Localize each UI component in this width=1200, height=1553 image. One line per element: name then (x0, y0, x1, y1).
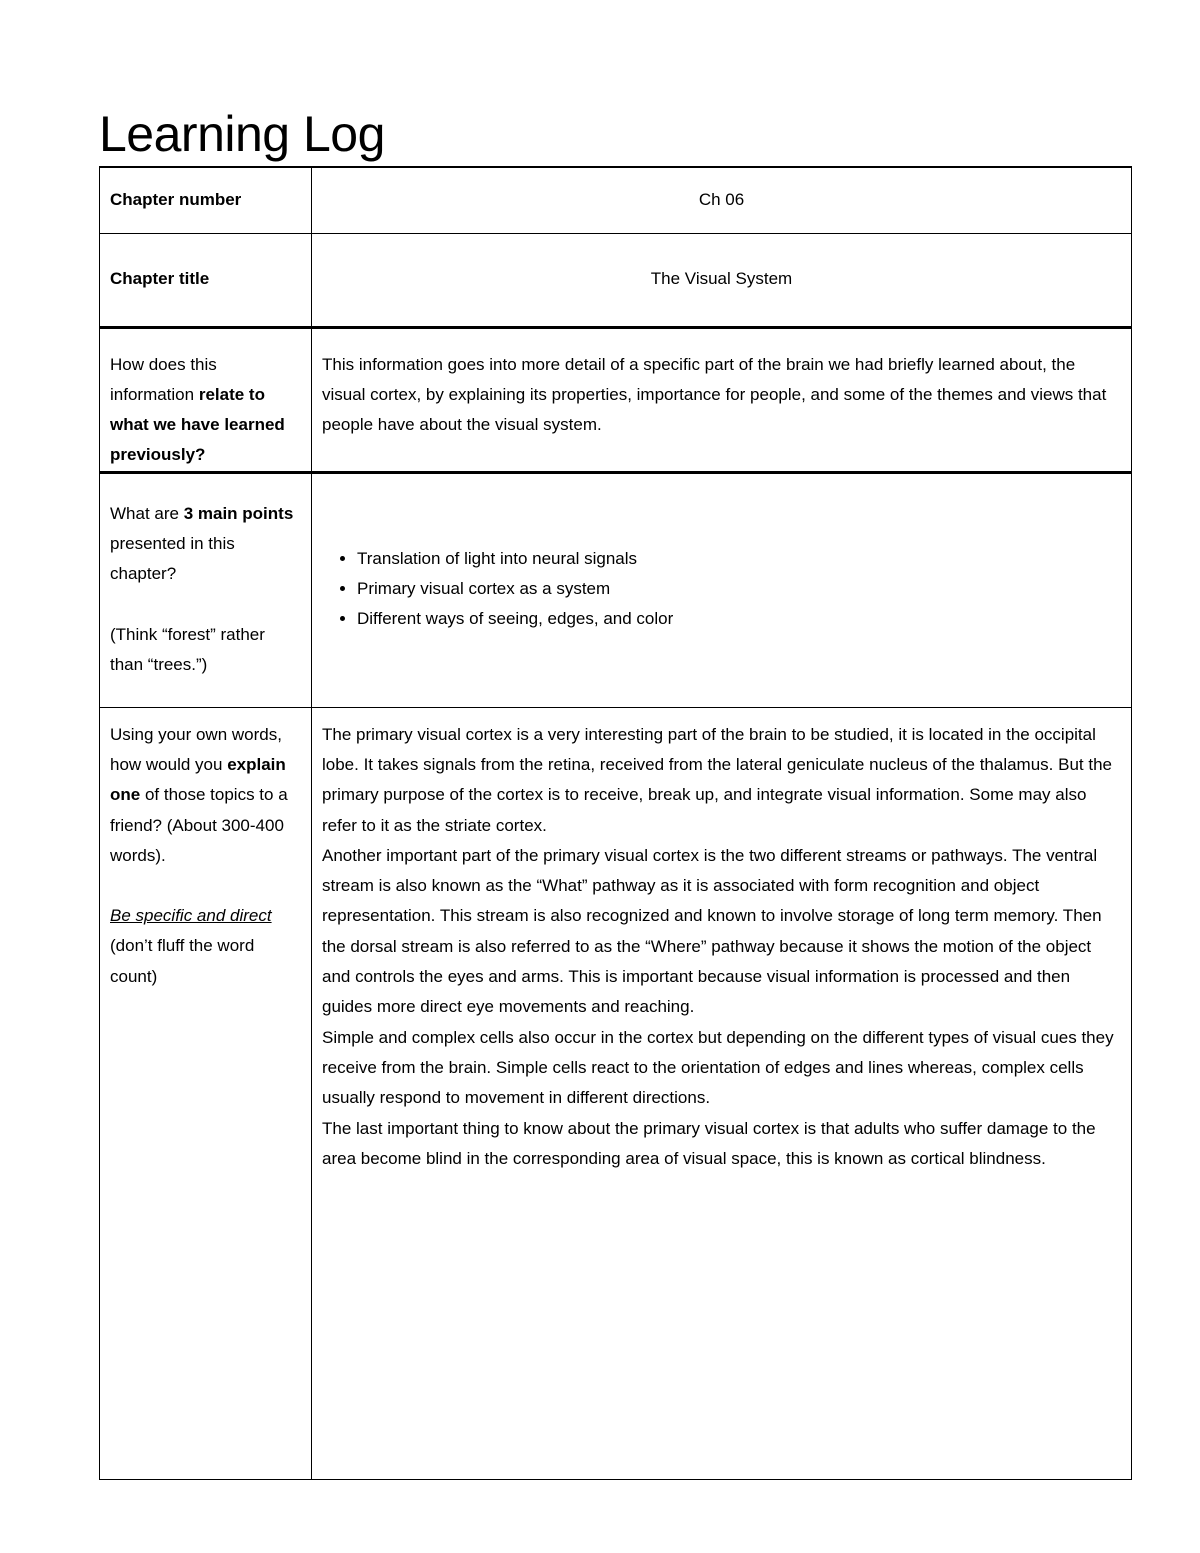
main-points-note: (Think “forest” rather than “trees.”) (110, 624, 265, 674)
list-item: • Different ways of seeing, edges, and color (357, 604, 1121, 634)
main-points-list (322, 544, 1121, 635)
explain-label-cell (100, 707, 312, 1479)
relate-label-bold: relate to what we have learned previously? (110, 384, 285, 465)
chapter-title-label-cell (100, 233, 312, 327)
chapter-number-value: Ch 06 (698, 190, 745, 210)
main-points-label-cell (100, 472, 312, 707)
explain-paragraph: Another important part of the primary visual cortex is the two different streams or pathways. The ventral stream is also known as the “What” pathway as it is associated with form recognition and object representation. This stream is also recognized and known to involve storage of long term memory. Then the dorsal stream is also referred to as the “Where” pathway because it shows the motion of the object and controls the eyes and arms. This is important because visual information is processed and then guides more direct eye movements and reaching. (322, 845, 1102, 1017)
chapter-number-label-cell (100, 167, 312, 233)
spacer (110, 590, 301, 620)
spacer (110, 871, 301, 901)
main-points-label-text-2: presented in this chapter? (110, 533, 235, 584)
explain-answer-cell (312, 707, 1132, 1479)
chapter-number-value-cell (312, 167, 1132, 233)
explain-paragraph: The primary visual cortex is a very interesting part of the brain to be studied, it is located in the occipital lobe. It takes signals from the retina, received from the lateral geniculate nucleus of the thalamus. But the primary purpose of the cortex is to receive, break up, and integrate visual information. Some may also refer to it as the striate cortex. (322, 724, 1112, 835)
main-points-label-bold: 3 main points (183, 503, 294, 523)
row-chapter-number (100, 167, 1132, 233)
row-explain (100, 707, 1132, 1479)
relate-label-cell (100, 327, 312, 472)
chapter-number-label: Chapter number (110, 190, 242, 210)
explain-label-bold: explain one (110, 754, 286, 805)
relate-answer: This information goes into more detail of a specific part of the brain we had briefly learned about, the visual cortex, by explaining its properties, importance for people, and some of the themes and views that people have about the visual system. (322, 354, 1107, 435)
explain-paragraph: Simple and complex cells also occur in the cortex but depending on the different types of visual cues they receive from the brain. Simple cells react to the orientation of edges and lines whereas, complex cells usually respond to movement in different directions. (322, 1027, 1114, 1108)
chapter-title-value: The Visual System (650, 269, 793, 289)
list-item: • Primary visual cortex as a system (357, 574, 1121, 604)
chapter-title-label: Chapter title (110, 269, 210, 289)
explain-label-emphasis: Be specific and direct (110, 906, 272, 926)
row-main-points (100, 472, 1132, 707)
main-points-answer-cell (312, 472, 1132, 707)
main-points-label-text: What are (110, 503, 184, 523)
explain-paragraph: The last important thing to know about the primary visual cortex is that adults who suffer damage to the area become blind in the corresponding area of visual space, this is known as cortical blindness. (322, 1118, 1096, 1168)
learning-log-table (99, 166, 1132, 1480)
relate-answer-cell (312, 327, 1132, 472)
relate-label-text: How does this information (110, 354, 217, 404)
explain-label-text-2: of those topics to a friend? (About 300-400 words). (110, 785, 288, 865)
explain-label-text: Using your own words, how would you (110, 724, 282, 774)
page-title: Learning Log (99, 106, 385, 162)
list-item: • Translation of light into neural signals (357, 544, 1121, 574)
explain-label-note: (don’t fluff the word count) (110, 936, 255, 986)
chapter-title-value-cell (312, 233, 1132, 327)
row-chapter-title (100, 233, 1132, 327)
row-relate (100, 327, 1132, 472)
